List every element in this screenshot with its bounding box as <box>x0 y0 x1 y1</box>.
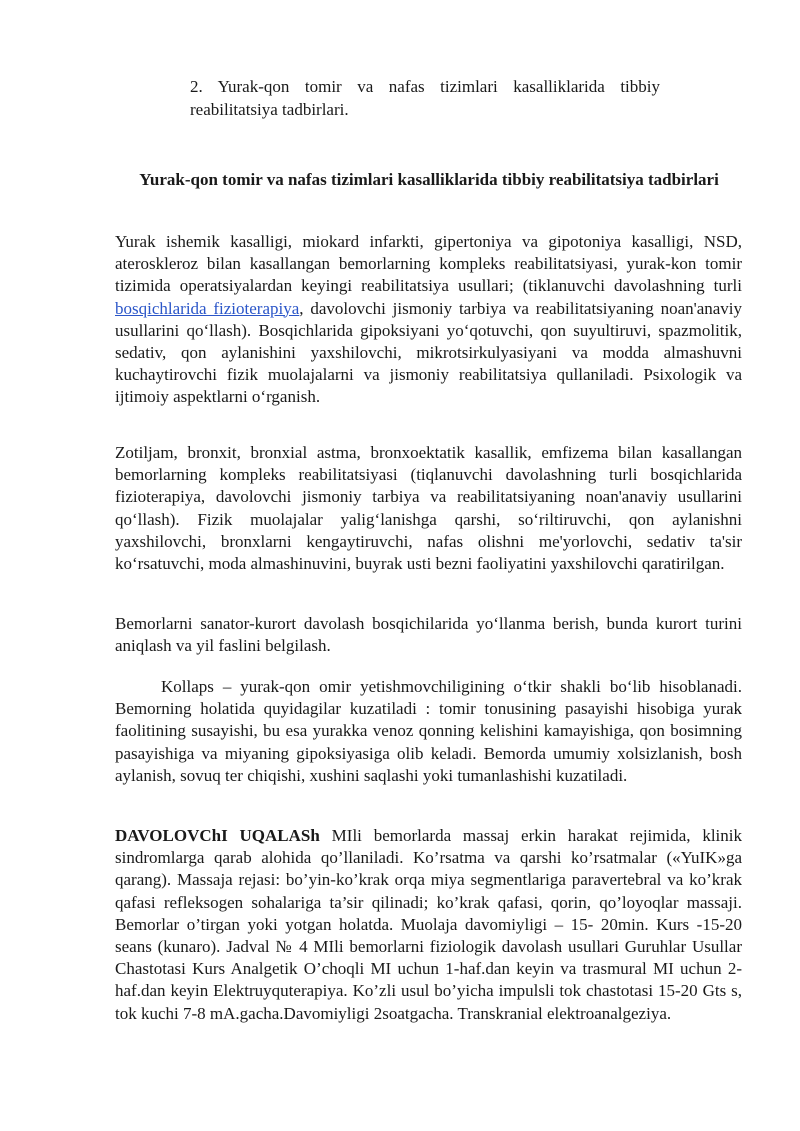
paragraph-sanatorium: Bemorlarni sanator-kurort davolash bosqichilarida yo‘llanma berish, bunda kurort turini aniqlash va yil faslini belgilash. <box>115 614 742 656</box>
paragraph-collapse: Kollaps – yurak-qon omir yetishmovchiligining o‘tkir shakli bo‘lib hisoblanadi. Bemorning holatida quyidagilar kuzatiladi : tomir tonusining pasayishi hisobiga yurak faolitining susayishi, bu esa yurakka venoz qonning kelishini kamayishiga, qon bosimning pasayishiga va miyaning gipoksiyasiga olib keladi. Bemorda umumiy xolsizlanish, bosh aylanish, sovuq ter chiqishi, xushini saqlashi yoki tumanlashishi kuzatiladi. <box>115 677 742 785</box>
fizioterapiya-link[interactable]: bosqichlarida fizioterapiya <box>115 298 300 318</box>
paragraph-text: , davolovchi jismoniy tarbiya va reabilitatsiyaning noan'anaviy usullarini qo‘llash). Bosqichlarida gipoksiyani yo‘qotuvchi, qon suyultiruvi, spazmolitik, sedativ, qon aylanishini yaxshilovchi, mikrotsirkulyasiyani va modda almashuvni kuchaytirovchi fizik muolajalarni va jismoniy reabilitatsiya qullaniladi. Psixologik va ijtimoiy aspektlarni o‘rganish. <box>115 298 743 407</box>
paragraph-therapeutic-massage <box>115 825 742 1025</box>
numbered-list-item: 2. Yurak-qon tomir va nafas tizimlari kasalliklarida tibbiy reabilitatsiya tadbirlari. <box>190 77 660 119</box>
paragraph-heading: DAVOLOVChI UQALASh <box>115 826 320 845</box>
paragraph-text: Yurak ishemik kasalligi, miokard infarkti, gipertoniya va gipotoniya kasalligi, NSD, ateroskleroz bilan kasallangan bemorlarning kompleks reabilitatsiyasi, yurak-kon tomir tizimida operatsiyalardan keyingi reabilitatsiya usullari; (tiklanuvchi davolashning turli <box>115 232 742 296</box>
section-title: Yurak-qon tomir va nafas tizimlari kasalliklarida tibbiy reabilitatsiya tadbirlari <box>139 170 719 189</box>
paragraph-respiratory-rehab: Zotiljam, bronxit, bronxial astma, bronxoektatik kasallik, emfizema bilan kasallangan bemorlarning kompleks reabilitatsiyasi (tiqlanuvchi davolashning turli bosqichlarida fizioterapiya, davolovchi jismoniy tarbiya va reabilitatsiyaning noan'anaviy usullarini qo‘llash). Fizik muolajalar yalig‘lanishga qarshi, so‘riltiruvchi, qon aylanishni yaxshilovchi, bronxlarni kengaytiruvchi, nafas olishni me'yorlovchi, sedativ ta'sir ko‘rsatuvchi, moda almashinuvini, buyrak usti bezni faoliyatini yaxshilovchi qaratirilgan. <box>115 443 742 574</box>
paragraph-cardiovascular-rehab <box>115 231 742 409</box>
paragraph-text: MIli bemorlarda massaj erkin harakat rejimida, klinik sindromlarga qarab alohida qo’llaniladi. Ko’rsatma va qarshi ko’rsatmalar («YuIK»ga qarang). Massaja rejasi: bo’yin-ko’krak orqa miya segmentlariga paravertebral va ko’krak qafasi refleksogen sohalariga ta’sir qilinadi; ko’krak qafasi, qorin, qo’loyoqlar massaji. Bemorlar o’tirgan yoki yotgan holatda. Muolaja davomiyligi – 15- 20min. Kurs -15-20 seans (kunaro). Jadval № 4 MIli bemorlarni fiziologik davolash usullari Guruhlar Usullar Chastotasi Kurs Analgetik O’choqli MI uchun 1-haf.dan keyin va trasmural MI uchun 2-haf.dan keyin Elektruyquterapiya. Ko’zli usul bo’yicha impulsli tok chastotasi 15-20 Gts s, tok kuchi 7-8 mA.gacha.Davomiyligi 2soatgacha. Transkranial elektroanalgeziya. <box>115 826 742 1023</box>
